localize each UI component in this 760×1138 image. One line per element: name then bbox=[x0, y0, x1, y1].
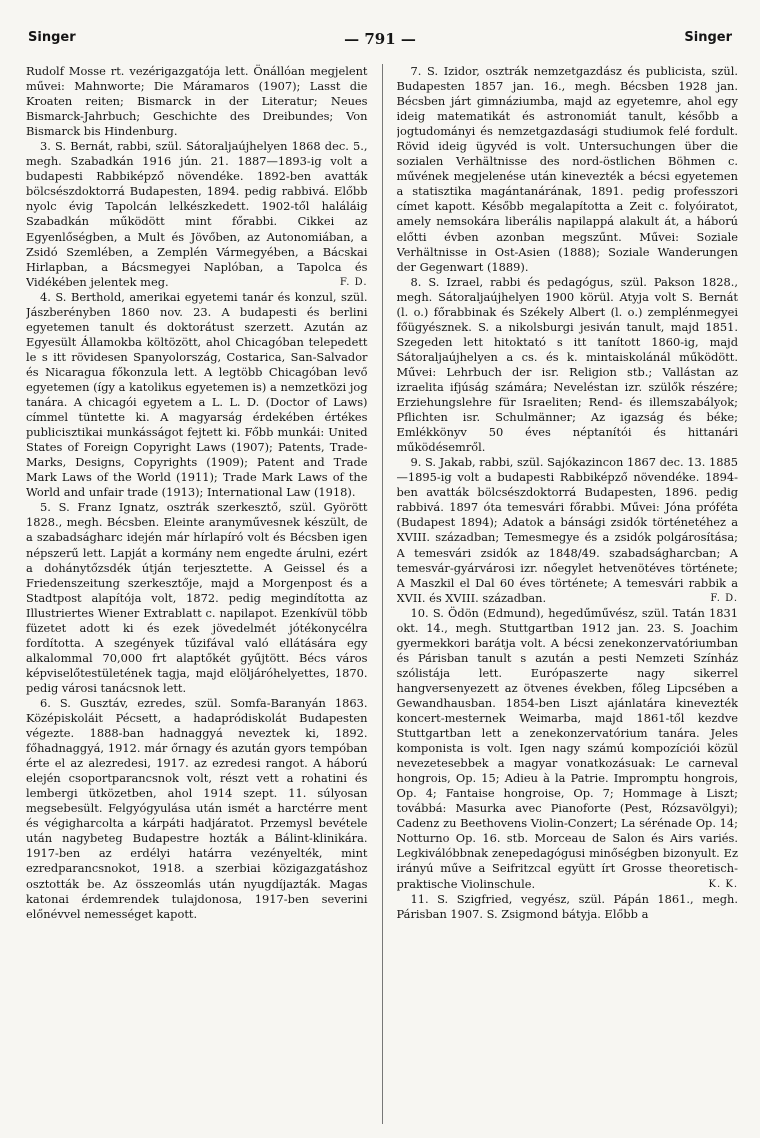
author-signature: F. D. bbox=[339, 276, 368, 288]
author-signature: K. K. bbox=[708, 878, 738, 890]
entry-6: 6. S. Gusztáv, ezredes, szül. Somfa-Baranyán 1863. Középiskoláit Pécsett, a hadapródiskolát Budapesten végezte. 1888-ban hadnaggyá neveztek ki, 1892. főhadnaggyá, 1912. már őrnagy és azután gyors tempóban érte el az alezredesi, 1917. az ezredesi rangot. A háború elején csoportparancsnok volt, részt vett a rohatini és lembergi ütközetben, ahol 1914 szept. 11. súlyosan megsebesült. Felgyógyulása után ismét a harctérre ment és végigharcolta a kárpáti hadjáratot. Przemysl bevétele után nagybeteg Budapestre hozták a Bálint-klinikára. 1917-ben az erdélyi határra vezényelték, mint ezredparancsnokot, 1918. a szerbiai közigazgatáshoz osztották be. Az összeomlás után nyugdíjazták. Magas katonai érdemrendek tulajdonosa, 1917-ben severini előnévvel nemességet kapott. bbox=[26, 695, 368, 921]
running-head-right: Singer bbox=[684, 30, 732, 45]
entry-3: 3. S. Bernát, rabbi, szül. Sátoraljaújhelyen 1868 dec. 5., megh. Szabadkán 1916 jún. 21. 1887—1893-ig volt a budapesti Rabbiképző növendéke. 1892-ben avatták bölcsészdoktorrá Budapesten, 1894. pedig rabbivá. Előbb nyolc évig Tapolcán lelkészkedett. 1902-től haláláig Szabadkán működött mint főrabbi. Cikkei az Egyenlőségben, a Mult és Jövőben, az Autonomiában, a Zsidó Szemlében, a Zemplén Vármegyében, a Bácskai Hirlapban, a Bácsmegyei Naplóban, a Tapolca és Vidékében jelentek meg. F. D. bbox=[26, 139, 368, 289]
entry-continuation: Rudolf Mosse rt. vezérigazgatója lett. Önállóan megjelent művei: Mahnworte; Die Máramaros (1907); Lasst die Kroaten reiten; Bismarck in der Literatur; Neues Bismarck-Jahrbuch; Geschichte des Dreibundes; Von Bismarck bis Hindenburg. bbox=[26, 64, 368, 139]
entry-11: 11. S. Szigfried, vegyész, szül. Pápán 1861., megh. Párisban 1907. S. Zsigmond bátyja. Előbb a bbox=[396, 891, 738, 921]
entry-9: 9. S. Jakab, rabbi, szül. Sajókazincon 1867 dec. 13. 1885—1895-ig volt a budapesti Rabbiképző növendéke. 1894-ben avatták bölcsészdoktorrá Budapesten, 1896. pedig rabbivá. 1897 óta temesvári főrabbi. Művei: Jóna próféta (Budapest 1894); Adatok a bánsági zsidók történetéhez a XVIII. században; Temesmegye és a zsidók polgárosítása; A temesvári zsidók az 1848/49. szabadságharcban; A temesvár-gyárvárosi izr. nőegylet hetvenötéves története; A Maszkil el Dal 60 éves története; A temesvári rabbik a XVII. és XVIII. században. F. D. bbox=[396, 455, 738, 605]
entry-7: 7. S. Izidor, osztrák nemzetgazdász és publicista, szül. Budapesten 1857 jan. 16., megh. Bécsben 1928 jan. Bécsben járt gimnáziumba, majd az egyetemre, ahol egy ideig matematikát és astronomiát tanult, később a jogtudományi és nemzetgazdasági studiumok felé fordult. Rövid ideig ügyvéd is volt. Untersuchungen über die sozialen Verhältnisse des nord-östlichen Böhmen c. művének megjelenése után kinevezték a bécsi egyetemen a statisztika magántanárának, 1891. pedig professzori címet kapott. Később megalapította a Zeit c. folyóiratot, amely nemsokára liberális napilappá alakult át, a háború előtti évben azonban megszűnt. Művei: Soziale Verhältnisse in Ost-Asien (1888); Soziale Wanderungen der Gegenwart (1889). bbox=[396, 64, 738, 274]
entry-5: 5. S. Franz Ignatz, osztrák szerkesztő, szül. Györött 1828., megh. Bécsben. Eleinte aranyművesnek készült, de a szabadságharc idején már hírlapíró volt és Bécsben igen népszerű lett. Lapját a kormány nem engedte árulni, ezért a dohánytőzsdék útján terjesztette. A Geissel és a Friedenszeitung szerkesztője, majd a Morgenpost és a Stadtpost alapítója volt, 1872. pedig megindította az Illustriertes Wiener Extrablatt c. napilapot. Ezenkívül több füzetet adott ki és ezek jövedelmét jótékonycélra fordította. A szegények tűzifával való ellátására egy alkalommal 70,000 frt alaptőkét gyűjtött. Bécs város képviselőtestületének tagja, majd elöljáróhelyettes, 1870. pedig városi tanácsnok lett. bbox=[26, 500, 368, 695]
text-columns bbox=[26, 64, 738, 1124]
entry-4: 4. S. Berthold, amerikai egyetemi tanár és konzul, szül. Jászberényben 1860 nov. 23. A budapesti és berlini egyetemen tanult és doktorátust szerzett. Azután az Egyesült Államokba költözött, ahol Chicagóban telepedett le s itt rövidesen Spanyolország, Costarica, San-Salvador és Nicaragua főkonzula lett. A legtöbb Chicagóban levő egyetemen (így a katolikus egyetemen is) a nemzetközi jog tanára. A chicagói egyetem a L. L. D. (Doctor of Laws) címmel tüntette ki. A magyarság érdekében értékes publicisztikai munkásságot fejtett ki. Főbb munkái: United States of Foreign Copyright Laws (1907); Patents, Trade-Marks, Designs, Copyrights (1909); Patent and Trade Mark Laws of the World (1911); Trade Mark Laws of the World and unfair trade (1913); International Law (1918). bbox=[26, 289, 368, 500]
left-column bbox=[26, 64, 368, 1124]
entry-8: 8. S. Izrael, rabbi és pedagógus, szül. Pakson 1828., megh. Sátoraljaújhelyen 1900 körül. Atyja volt S. Bernát (l. o.) főrabbinak és Székely Albert (l. o.) zemplénmegyei főügyésznek. S. a nikolsburgi jesiván tanult, majd 1851. Szegeden lett hitoktató s itt tanított 1860-ig, majd Sátoraljaújhelyen a cs. és k. mintaiskolánál működött. Művei: Lehrbuch der isr. Religion stb.; Vallástan az izraelita ifjúság számára; Neveléstan izr. szülők részére; Erziehungslehre für Israeliten; Rend- és illemszabályok; Pflichten isr. Schulmänner; Az igazság és béke; Emlékkönyv 50 éves néptanítói és hittanári működésemről. bbox=[396, 274, 738, 455]
entry-10: 10. S. Ödön (Edmund), hegedűművész, szül. Tatán 1831 okt. 14., megh. Stuttgartban 1912 jan. 23. S. Joachim gyermekkori barátja volt. A bécsi zenekonzervatóriumban és Párisban tanult s azután a pesti Nemzeti Színház szólistája lett. Európaszerte nagy sikerrel hangversenyezett az ötvenes években, főleg Lipcsében a Gewandhausban. 1854-ben Liszt ajánlatára kinevezték koncert-mesternek Weimarba, majd 1861-től kezdve Stuttgartban lett a zenekonzervatórium tanára. Jeles komponista is volt. Igen nagy számú kompozíciói közül nevezetesebbek a magyar vonatkozásuak: Le carneval hongrois, Op. 15; Adieu à la Patrie. Impromptu hongrois, Op. 4; Fantaise hongroise, Op. 7; Hommage à Liszt; továbbá: Masurka avec Pianoforte (Pest, Rózsavölgyi); Cadenz zu Beethovens Violin-Conzert; La sérénade Op. 14; Notturno Op. 16. stb. Morceau de Salon és Airs variés. Legkiválóbbnak zenepedagógusi minőségben bizonyult. Ez irányú műve a Seifritzcal együtt írt Grosse theoretisch-praktische Violinschule. K. K. bbox=[396, 605, 738, 891]
page-header bbox=[28, 30, 732, 52]
right-column bbox=[397, 64, 739, 1124]
page-number: — 791 — bbox=[344, 30, 416, 48]
running-head-left: Singer bbox=[28, 30, 76, 45]
column-divider bbox=[382, 64, 383, 1124]
author-signature: F. D. bbox=[710, 592, 738, 604]
